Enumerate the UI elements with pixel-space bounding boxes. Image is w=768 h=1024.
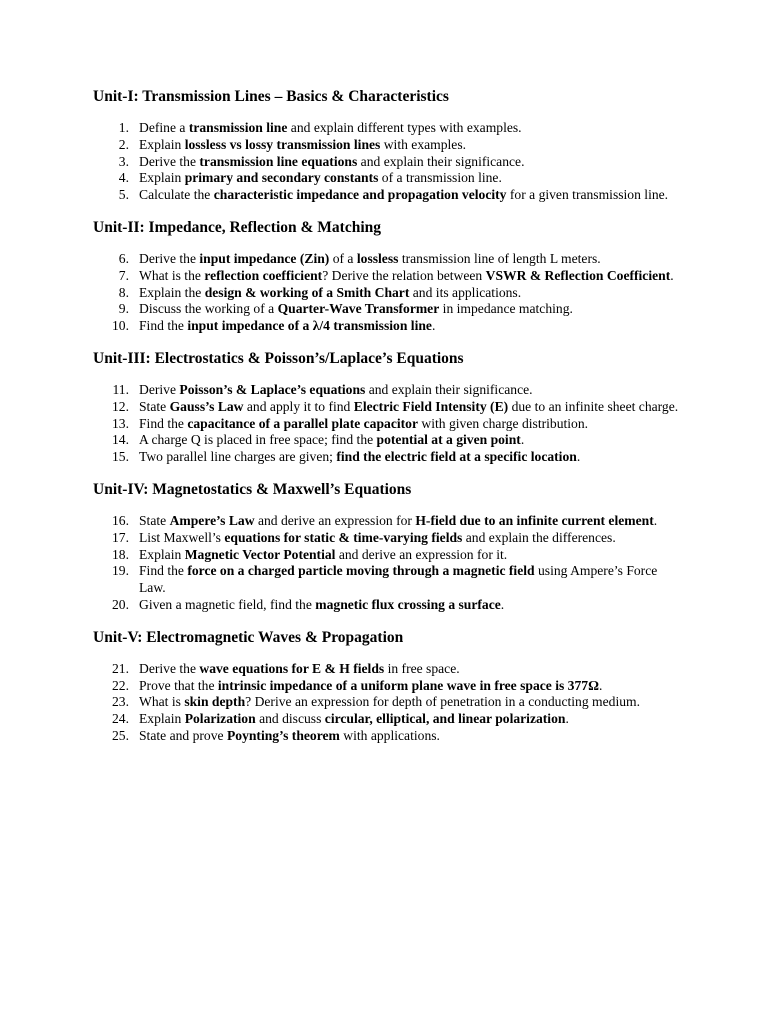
question-item (93, 547, 683, 564)
question-item (93, 661, 683, 678)
unit-heading: Unit-IV: Magnetostatics & Maxwell’s Equations (93, 480, 412, 498)
question-item (93, 694, 683, 711)
question-list (93, 661, 683, 745)
question-text-bold: VSWR & Reflection Coefficient (485, 267, 671, 283)
question-text-bold: Poisson’s & Laplace’s equations (179, 381, 366, 397)
question-text: Define a (139, 120, 189, 135)
question-text: Discuss the working of a (139, 301, 278, 317)
question-text: Explain (139, 136, 185, 152)
question-text: . (653, 512, 658, 528)
question-text-bold: transmission line (188, 120, 288, 135)
question-text: . (576, 449, 581, 465)
question-text: Explain (139, 711, 185, 727)
question-item (93, 154, 683, 171)
question-text-bold: Quarter-Wave Transformer (277, 301, 440, 317)
question-number: 24. (112, 711, 129, 727)
question-text: and explain their significance. (357, 153, 525, 169)
question-text: with examples. (380, 136, 467, 152)
question-item (93, 711, 683, 728)
question-text-bold: input impedance (Zin) (199, 250, 330, 266)
question-item (93, 530, 683, 547)
question-text: Prove that the (139, 677, 218, 693)
question-text: of a (329, 250, 357, 266)
question-item (93, 268, 683, 285)
question-item (93, 120, 683, 137)
question-number: 25. (112, 727, 129, 743)
question-text: using Ampere’s Force Law. (139, 563, 658, 596)
question-number: 11. (112, 381, 129, 397)
question-text-bold: Magnetic Vector Potential (184, 546, 336, 562)
question-text-bold: Gauss’s Law (169, 398, 244, 414)
question-text: in impedance matching. (439, 301, 573, 317)
question-number: 9. (118, 301, 129, 317)
question-text: ? Derive the relation between (322, 267, 486, 283)
question-text-bold: lossless (356, 250, 399, 266)
question-text: with given charge distribution. (418, 415, 589, 431)
question-text: Calculate the (139, 187, 214, 203)
question-text: due to an infinite sheet charge. (508, 398, 679, 414)
question-text-bold: circular, elliptical, and linear polarization (324, 711, 566, 727)
question-number: 18. (112, 546, 129, 562)
unit-heading: Unit-II: Impedance, Reflection & Matching (93, 218, 382, 236)
question-text: Given a magnetic field, find the (139, 596, 316, 612)
question-number: 12. (112, 398, 129, 414)
question-text: . (598, 677, 603, 693)
question-document (93, 86, 683, 758)
question-item (93, 285, 683, 302)
question-item (93, 187, 683, 204)
question-item (93, 137, 683, 154)
question-text: and apply it to find (243, 398, 354, 414)
question-text: State (139, 398, 170, 414)
question-text: Derive the (139, 250, 200, 266)
unit-heading: Unit-V: Electromagnetic Waves & Propagation (93, 628, 404, 646)
question-item (93, 728, 683, 745)
question-text: Find the (139, 415, 188, 431)
question-number: 5. (118, 187, 129, 203)
question-text: A charge Q is placed in free space; find the (139, 432, 377, 448)
question-text-bold: equations for static & time-varying fields (224, 529, 463, 545)
question-number: 15. (112, 449, 129, 465)
question-text-bold: primary and secondary constants (184, 170, 379, 186)
question-item (93, 399, 683, 416)
question-text: and its applications. (409, 284, 522, 300)
question-text: . (670, 267, 674, 283)
question-list (93, 120, 683, 204)
question-text: Find the (139, 563, 188, 579)
question-text: of a transmission line. (378, 170, 502, 186)
question-text-bold: Polarization (184, 711, 256, 727)
question-text-bold: find the electric field at a specific location (336, 449, 577, 465)
question-number: 16. (112, 512, 129, 528)
question-item (93, 251, 683, 268)
question-number: 22. (112, 677, 129, 693)
question-text-bold: lossless vs lossy transmission lines (184, 136, 381, 152)
question-text: Derive the (139, 153, 200, 169)
question-text-bold: force on a charged particle moving through a magnetic field (187, 563, 535, 579)
question-number: 17. (112, 529, 129, 545)
question-text: List Maxwell’s (139, 529, 225, 545)
question-item (93, 301, 683, 318)
question-text: and derive an expression for (254, 512, 416, 528)
question-number: 19. (112, 563, 129, 579)
question-text-bold: wave equations for E & H fields (199, 660, 385, 676)
question-text: Explain (139, 170, 185, 186)
question-number: 1. (118, 120, 129, 135)
question-item (93, 597, 683, 614)
question-number: 7. (118, 267, 129, 283)
question-number: 4. (118, 170, 129, 186)
question-text-bold: transmission line equations (199, 153, 358, 169)
question-list (93, 251, 683, 335)
question-number: 6. (118, 250, 129, 266)
question-text-bold: H-field due to an infinite current element (415, 512, 654, 528)
question-item (93, 432, 683, 449)
question-item (93, 513, 683, 530)
question-text: and explain different types with examples. (287, 120, 522, 135)
question-number: 3. (118, 153, 129, 169)
question-text-bold: Electric Field Intensity (E) (353, 398, 509, 414)
question-text: and explain the differences. (462, 529, 616, 545)
question-text: ? Derive an expression for depth of penetration in a conducting medium. (245, 694, 640, 710)
question-text: and discuss (255, 711, 325, 727)
question-text-bold: magnetic flux crossing a surface (315, 596, 501, 612)
question-number: 14. (112, 432, 129, 448)
question-text: Explain the (139, 284, 205, 300)
unit-heading: Unit-I: Transmission Lines – Basics & Characteristics (93, 88, 449, 105)
question-item (93, 318, 683, 335)
unit-heading: Unit-III: Electrostatics & Poisson’s/Laplace’s Equations (93, 349, 464, 367)
question-text: in free space. (384, 660, 460, 676)
question-text: . (565, 711, 569, 727)
question-text-bold: design & working of a Smith Chart (204, 284, 410, 300)
question-text-bold: reflection coefficient (204, 267, 323, 283)
question-text-bold: intrinsic impedance of a uniform plane wave in free space is 377Ω (217, 677, 599, 693)
question-text-bold: characteristic impedance and propagation velocity (213, 187, 507, 203)
question-number: 21. (112, 660, 129, 676)
question-text: . (431, 318, 436, 334)
question-text-bold: potential at a given point (376, 432, 521, 448)
question-text: . (500, 596, 505, 612)
question-item (93, 170, 683, 187)
question-item (93, 382, 683, 399)
question-text-bold: skin depth (184, 694, 246, 710)
question-text: and derive an expression for it. (335, 546, 508, 562)
question-text: Derive the (139, 660, 200, 676)
question-text: for a given transmission line. (506, 187, 669, 203)
question-number: 20. (112, 596, 129, 612)
question-text: and explain their significance. (365, 381, 533, 397)
question-text: What is (139, 694, 185, 710)
question-text: Derive (139, 381, 180, 397)
question-text: with applications. (339, 727, 440, 743)
question-number: 23. (112, 694, 129, 710)
question-text: transmission line of length L meters. (398, 250, 601, 266)
question-text: What is the (139, 267, 205, 283)
question-text-bold: capacitance of a parallel plate capacitor (187, 415, 419, 431)
question-text: Find the (139, 318, 188, 334)
question-item (93, 563, 683, 597)
question-list (93, 513, 683, 614)
question-text: State (139, 512, 170, 528)
question-number: 2. (118, 136, 129, 152)
question-text-bold: input impedance of a λ/4 transmission line (187, 318, 432, 334)
question-text-bold: Ampere’s Law (169, 512, 255, 528)
question-list (93, 382, 683, 466)
question-text: Two parallel line charges are given; (139, 449, 337, 465)
question-number: 8. (118, 284, 129, 300)
question-text: State and prove (139, 727, 227, 743)
question-item (93, 678, 683, 695)
question-number: 13. (112, 415, 129, 431)
question-item (93, 449, 683, 466)
question-number: 10. (112, 318, 129, 334)
question-text: . (520, 432, 525, 448)
question-item (93, 416, 683, 433)
question-text: Explain (139, 546, 185, 562)
question-text-bold: Poynting’s theorem (226, 727, 340, 743)
